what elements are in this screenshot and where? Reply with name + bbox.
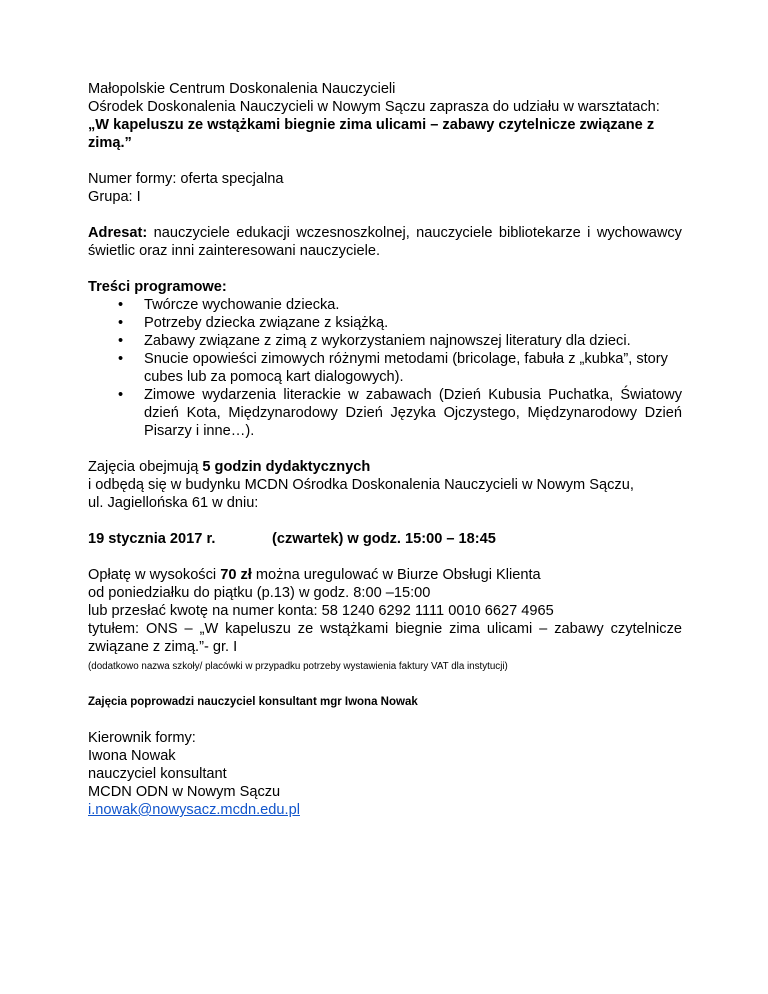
fee-line-2: od poniedziałku do piątku (p.13) w godz. 8:00 –15:00 (88, 585, 431, 601)
fee-line-4: tytułem: ONS – „W kapeluszu ze wstążkami biegnie zima ulicami – zabawy czytelnicze (88, 621, 682, 637)
fee-line-1: Opłatę w wysokości 70 zł można uregulować w Biurze Obsługi Klienta (88, 567, 541, 583)
addressee-line-1 (88, 224, 682, 242)
bullet-icon: • (118, 297, 124, 313)
program-heading: Treści programowe: (88, 279, 227, 295)
form-number: Numer formy: oferta specjalna (88, 171, 284, 187)
bullet-icon: • (118, 333, 124, 349)
program-item: • Zabawy związane z zimą z wykorzystaniem najnowszej literatury dla dzieci. (118, 333, 631, 349)
manager-email-link[interactable]: i.nowak@nowysacz.mcdn.edu.pl (88, 802, 300, 818)
addressee-text-1: nauczyciele edukacji wczesnoszkolnej, nauczyciele bibliotekarze i wychowawcy (153, 225, 682, 241)
program-item: • Snucie opowieści zimowych różnymi metodami (bricolage, fabuła z „kubka”, story cubes lub za pomocą kart dialogowych). (118, 351, 668, 385)
event-date: 19 stycznia 2017 r. (88, 531, 216, 547)
addressee-label: Adresat: (88, 225, 148, 241)
classes-line-2: i odbędą się w budynku MCDN Ośrodka Doskonalenia Nauczycieli w Nowym Sączu, (88, 477, 634, 493)
form-group: Grupa: I (88, 189, 141, 205)
fee-amount: 70 zł (220, 567, 252, 583)
addressee-line-2: świetlic oraz inni zainteresowani nauczyciele. (88, 243, 381, 259)
header-line-1: Małopolskie Centrum Doskonalenia Nauczycieli (88, 81, 396, 97)
workshop-title: „W kapeluszu ze wstążkami biegnie zima ulicami – zabawy czytelnicze związane z zimą.” (88, 117, 655, 151)
manager-label: Kierownik formy: (88, 730, 196, 746)
document-page (88, 80, 682, 819)
classes-line-1: Zajęcia obejmują 5 godzin dydaktycznych (88, 459, 371, 475)
manager-role: nauczyciel konsultant (88, 766, 227, 782)
header-line-2: Ośrodek Doskonalenia Nauczycieli w Nowym Sączu zaprasza do udziału w warsztatach: (88, 99, 660, 115)
classes-hours: 5 godzin dydaktycznych (202, 459, 371, 475)
fee-note: (dodatkowo nazwa szkoły/ placówki w przypadku potrzeby wystawienia faktury VAT dla instytucji) (88, 661, 508, 672)
fee-line-5: związane z zimą.”- gr. I (88, 639, 238, 655)
manager-org: MCDN ODN w Nowym Sączu (88, 784, 281, 800)
program-item: • Zimowe wydarzenia literackie w zabawach (Dzień Kubusia Puchatka, Światowy dzień Kota, Międzynarodowy Dzień Języka Ojczystego, Międzynarodowy Dzień Pisarzy i inne…). (118, 387, 682, 439)
bullet-icon: • (118, 315, 124, 331)
program-item: • Twórcze wychowanie dziecka. (118, 297, 340, 313)
fee-line-3: lub przesłać kwotę na numer konta: 58 1240 6292 1111 0010 6627 4965 (88, 603, 554, 619)
instructor-line: Zajęcia poprowadzi nauczyciel konsultant mgr Iwona Nowak (88, 696, 418, 708)
manager-name: Iwona Nowak (88, 748, 176, 764)
bullet-icon: • (118, 387, 124, 403)
program-item: • Potrzeby dziecka związane z książką. (118, 315, 389, 331)
classes-line-3: ul. Jagiellońska 61 w dniu: (88, 495, 259, 511)
bullet-icon: • (118, 351, 124, 367)
date-row (88, 530, 682, 548)
program-list (88, 296, 682, 440)
event-time: (czwartek) w godz. 15:00 – 18:45 (272, 531, 496, 547)
